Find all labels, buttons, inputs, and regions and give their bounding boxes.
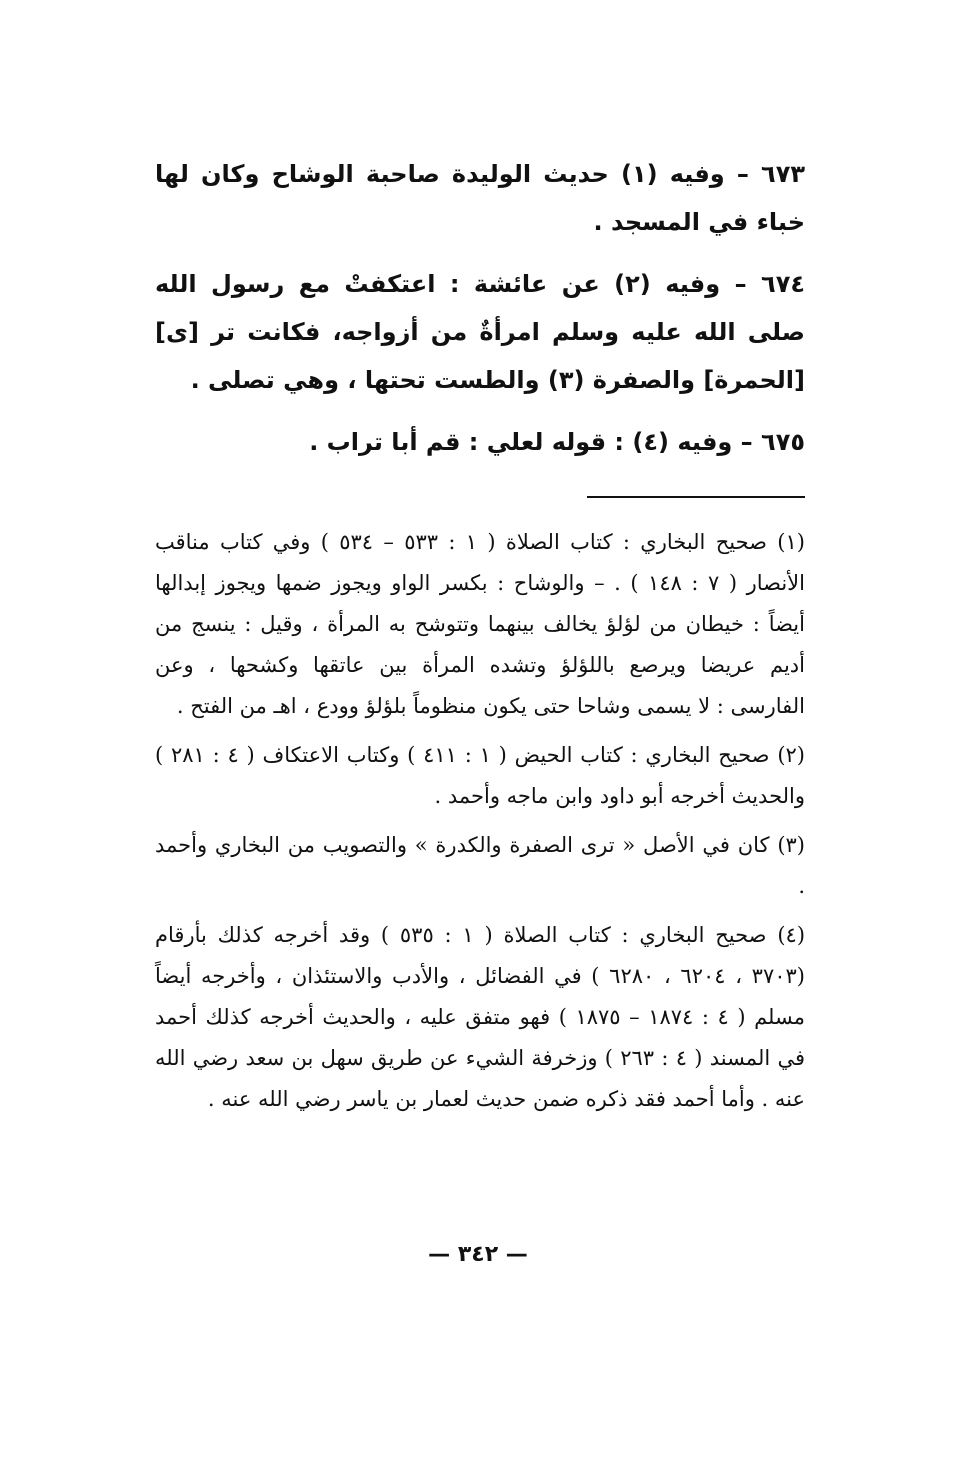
footnote-divider [587,496,805,498]
footnote-marker: (٤) [777,923,806,947]
footnote-1 [155,522,805,727]
hadith-number: ٦٧٤ [761,270,805,298]
page-number: — ٣٤٢ — [428,1242,528,1267]
footnote-4 [155,915,805,1120]
hadith-text: – وفيه (٢) عن عائشة : اعتكفتْ مع رسول الله صلى الله عليه وسلم امرأةٌ من أزواجه، فكانت تر [ى] [الحمرة] والصفرة (٣) والطست تحتها ، وهي تصلى . [155,270,805,394]
hadith-text: – وفيه (٤) : قوله لعلي : قم أبا تراب . [309,428,753,456]
footnote-text: صحيح البخاري : كتاب الصلاة ( ١ : ٥٣٥ ) وقد أخرجه كذلك بأرقام (٣٧٠٣ ، ٦٢٠٤ ، ٦٢٨٠ ) في الفضائل ، والأدب والاستئذان ، وأخرجه أيضاً مسلم ( ٤ : ١٨٧٤ – ١٨٧٥ ) فهو متفق عليه ، والحديث أخرجه كذلك أحمد في المسند ( ٤ : ٢٦٣ ) وزخرفة الشيء عن طريق سهل بن سعد رضي الله عنه . وأما أحمد فقد ذكره ضمن حديث لعمار بن ياسر رضي الله عنه . [155,923,805,1111]
hadith-675 [155,418,805,466]
hadith-673 [155,150,805,246]
footnote-marker: (٢) [777,743,805,767]
hadith-674 [155,260,805,404]
footnote-2 [155,735,805,817]
footnote-text: كان في الأصل « ترى الصفرة والكدرة » والتصويب من البخاري وأحمد . [155,833,805,898]
page-body [155,150,805,1128]
hadith-text: – وفيه (١) حديث الوليدة صاحبة الوشاح وكان لها خباء في المسجد . [155,160,805,236]
footnote-marker: (٣) [777,833,805,857]
hadith-number: ٦٧٥ [761,428,805,456]
footnote-marker: (١) [777,530,805,554]
footnote-3 [155,825,805,907]
footnote-text: صحيح البخاري : كتاب الصلاة ( ١ : ٥٣٣ – ٥٣٤ ) وفي كتاب مناقب الأنصار ( ٧ : ١٤٨ ) . – والوشاح : بكسر الواو ويجوز ضمها ويجوز إبدالها أيضاً : خيطان من لؤلؤ يخالف بينهما وتتوشح به المرأة ، وقيل : ينسج من أديم عريضا ويرصع باللؤلؤ وتشده المرأة بين عاتقها وكشحها ، وعن الفارسى : لا يسمى وشاحا حتى يكون منظوماً بلؤلؤ وودع ، اهـ من الفتح . [155,530,805,718]
footnote-text: صحيح البخاري : كتاب الحيض ( ١ : ٤١١ ) وكتاب الاعتكاف ( ٤ : ٢٨١ ) والحديث أخرجه أبو داود وابن ماجه وأحمد . [155,743,805,808]
hadith-number: ٦٧٣ [761,160,805,188]
